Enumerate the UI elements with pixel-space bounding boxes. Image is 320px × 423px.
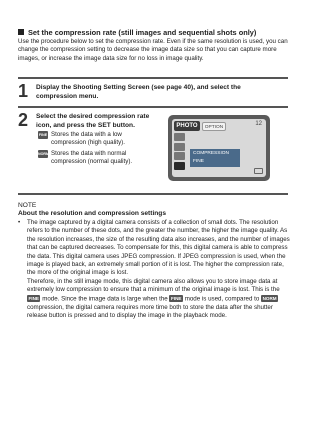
step-2-text: Select the desired compression rate icon, and press the SET button. <box>36 113 150 129</box>
divider <box>18 193 288 195</box>
option-normal-label: Stores the data with normal compression (normal quality). <box>51 150 133 166</box>
compression-menu <box>190 149 240 167</box>
note-text: compression, the digital camera requires more time both to store the data after the shutter release button is pressed and to display the image in the playback mode. <box>27 303 273 319</box>
normal-icon: NORM <box>262 295 277 301</box>
note-text: mode is used, compared to <box>184 295 260 303</box>
square-bullet-icon <box>18 29 24 35</box>
note-paragraph-1: The image captured by a digital camera consists of a collection of small dots. The resolution refers to the number of these dots, and the greater the number, the higher the image quality. As the resolution increases, the size of the resulting data also increases, and the number of images that can be captured decreases. To compensate for this, this digital camera is able to compress the data. This digital camera uses JPEG compression. If JPEG compression is used, when the image is played back, an extremely small portion of it is lost. The higher the compression rate, the more of the original image is lost. <box>27 219 290 277</box>
fine-icon: FINE <box>28 295 39 301</box>
option-fine <box>38 131 156 147</box>
shot-count: 12 <box>255 121 262 127</box>
fine-icon: FINE <box>38 133 48 137</box>
note-subtitle: About the resolution and compression settings <box>18 210 167 217</box>
resolution-icon <box>174 133 185 141</box>
menu-value: FINE <box>193 159 204 164</box>
fine-icon: FINE <box>170 295 182 301</box>
option-fine-label: Stores the data with a low compression (high quality). <box>51 131 125 147</box>
sequential-icon <box>174 143 185 151</box>
flash-icon <box>174 152 185 160</box>
setting-icons <box>174 133 186 171</box>
step-2-number: 2 <box>18 110 29 130</box>
note-paragraph-2 <box>27 278 290 321</box>
heading-text: Set the compression rate (still images and sequential shots only) <box>28 28 257 37</box>
note-text: mode. Since the image data is large when the <box>42 295 168 303</box>
step-1-number: 1 <box>18 81 29 101</box>
note-text: Therefore, in the still image mode, this digital camera also allows you to store image data at extremely low compression to ensure that a minimum of the original image is lost. This is the <box>27 277 280 294</box>
intro-paragraph: Use the procedure below to set the compression rate. Even if the same resolution is used, you can change the compression setting to decrease the image data size so that you can capture more images, or increase the image data size for no loss in image quality. <box>18 38 288 62</box>
section-heading <box>18 28 290 37</box>
camera-screen <box>168 115 270 181</box>
note-label: NOTE <box>18 202 37 209</box>
battery-icon <box>254 168 263 174</box>
divider <box>18 106 288 108</box>
note-body <box>18 219 290 320</box>
step-1-text: Display the Shooting Setting Screen (see page 40), and select the compression menu. <box>36 84 241 100</box>
camera-display <box>172 119 266 177</box>
option-tab: OPTION <box>202 122 226 131</box>
photo-tab: PHOTO <box>174 121 200 131</box>
normal-icon: NORM <box>38 152 49 156</box>
menu-title: COMPRESSION <box>193 151 229 156</box>
option-normal <box>38 150 156 166</box>
bullet-icon: • <box>18 219 21 226</box>
compression-icon <box>174 162 185 170</box>
divider <box>18 77 288 79</box>
